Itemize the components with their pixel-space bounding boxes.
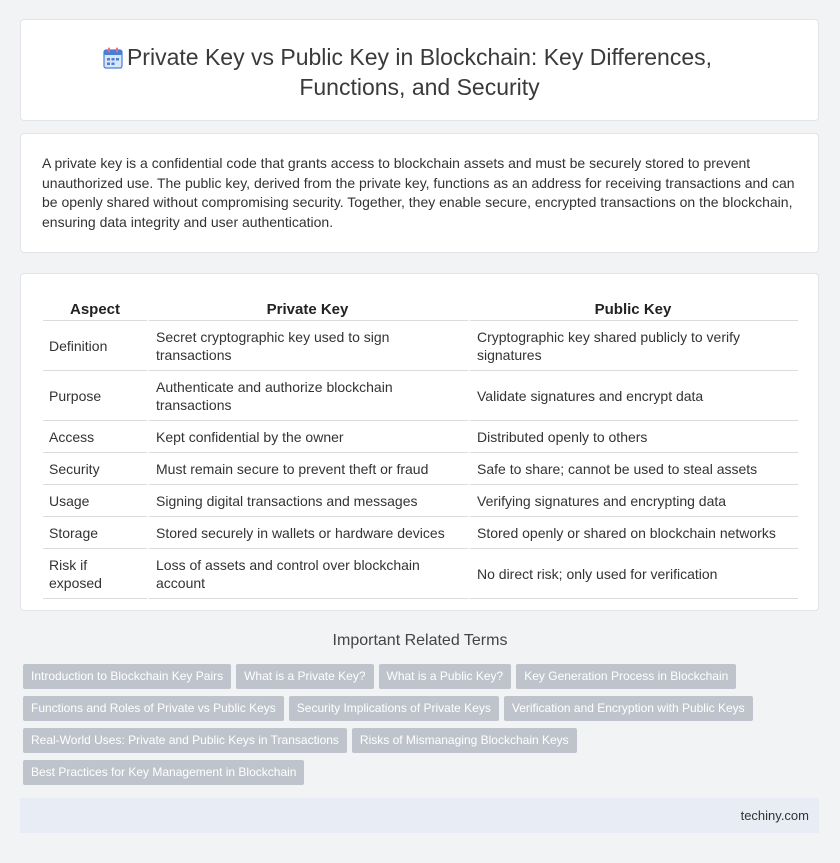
table-row [43,370,798,420]
cell-private: Secret cryptographic key used to sign transactions [147,320,468,370]
related-term-tag[interactable]: Key Generation Process in Blockchain [516,664,736,689]
cell-aspect: Access [43,420,147,452]
footer-site-link[interactable]: techiny.com [740,808,809,823]
cell-private: Signing digital transactions and messages [147,484,468,516]
table-row [43,516,798,548]
cell-aspect: Security [43,452,147,484]
table-header-row [43,296,798,320]
related-term-tag[interactable]: Functions and Roles of Private vs Public Keys [23,696,284,721]
cell-aspect: Purpose [43,370,147,420]
cell-public: Safe to share; cannot be used to steal assets [468,452,798,484]
table-row [43,420,798,452]
cell-private: Must remain secure to prevent theft or fraud [147,452,468,484]
intro-card [20,133,819,253]
table-row [43,320,798,370]
header-private-key: Private Key [266,301,349,318]
related-term-tag[interactable]: Introduction to Blockchain Key Pairs [23,664,231,689]
related-term-tag[interactable]: Real-World Uses: Private and Public Keys in Transactions [23,728,347,753]
header-public-key: Public Key [594,301,672,318]
cell-aspect: Risk if exposed [43,548,147,599]
intro-paragraph: A private key is a confidential code that grants access to blockchain assets and must be securely stored to prevent unauthorized use. The public key, derived from the private key, functions as an address for receiving transactions and can be openly shared without compromising security. Together, they enable secure, encrypted transactions on the blockchain, ensuring data integrity and user authentication. [42,155,795,230]
page-title: Private Key vs Public Key in Blockchain: Key Differences, Functions, and Security [126,44,713,100]
cell-public: Cryptographic key shared publicly to verify signatures [468,320,798,370]
table-row [43,548,798,599]
header-aspect: Aspect [69,301,121,318]
cell-public: Verifying signatures and encrypting data [468,484,798,516]
related-terms-title: Important Related Terms [332,632,508,649]
related-term-tag[interactable]: Verification and Encryption with Public Keys [504,696,753,721]
related-term-tag[interactable]: Security Implications of Private Keys [289,696,499,721]
cell-private: Loss of assets and control over blockchain account [147,548,468,599]
table-row [43,484,798,516]
footer [20,798,819,833]
cell-public: No direct risk; only used for verification [468,548,798,599]
cell-private: Kept confidential by the owner [147,420,468,452]
cell-public: Validate signatures and encrypt data [468,370,798,420]
cell-aspect: Storage [43,516,147,548]
comparison-table-card [20,273,819,611]
cell-aspect: Usage [43,484,147,516]
related-term-tag[interactable]: What is a Private Key? [236,664,373,689]
related-term-tag[interactable]: What is a Public Key? [379,664,512,689]
cell-public: Distributed openly to others [468,420,798,452]
related-terms-list [23,664,803,792]
related-term-tag[interactable]: Best Practices for Key Management in Blockchain [23,760,304,785]
cell-private: Authenticate and authorize blockchain transactions [147,370,468,420]
related-term-tag[interactable]: Risks of Mismanaging Blockchain Keys [352,728,577,753]
comparison-table [43,296,798,599]
cell-public: Stored openly or shared on blockchain networks [468,516,798,548]
cell-private: Stored securely in wallets or hardware devices [147,516,468,548]
header-card [20,19,819,121]
cell-aspect: Definition [43,320,147,370]
table-row [43,452,798,484]
